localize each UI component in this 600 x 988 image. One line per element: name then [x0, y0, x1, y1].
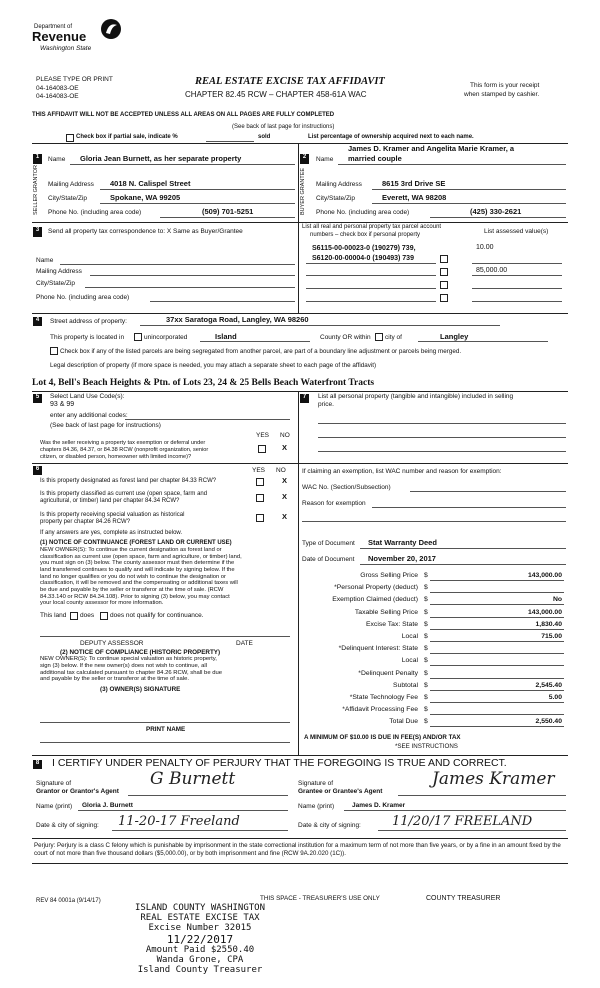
tax-row-dollar: $: [424, 657, 428, 665]
section-8-number: 8: [33, 760, 42, 769]
buyer-phone-label: Phone No. (including area code): [316, 209, 410, 216]
revision-code: REV 84 0001a (9/14/17): [36, 898, 101, 904]
seller-phone[interactable]: (509) 701-5251: [202, 207, 254, 216]
see-instructions-note: *SEE INSTRUCTIONS: [395, 743, 458, 750]
unincorporated-checkbox[interactable]: [134, 333, 142, 341]
grantee-date-label: Date & city of signing:: [298, 822, 361, 829]
tax-row-dollar: $: [424, 572, 428, 579]
grantor-name-label: Name (print): [36, 803, 73, 810]
notice-continuance-body: [40, 547, 296, 607]
section5-no-header: NO: [280, 432, 290, 439]
form-chapter: CHAPTER 82.45 RCW – CHAPTER 458-61A WAC: [185, 90, 367, 99]
tax-row-dollar: $: [424, 633, 428, 640]
tax-row-line: [430, 617, 564, 618]
tax-row-dollar: $: [424, 681, 428, 689]
seller-city-label: City/State/Zip: [48, 195, 88, 202]
corr-city-label: City/State/Zip: [36, 280, 76, 287]
minimum-due-note: A MINIMUM OF $10.00 IS DUE IN FEE(S) AND/OR TAX: [304, 734, 461, 741]
doc-type-value[interactable]: Stat Warranty Deed: [368, 538, 437, 547]
tax-row-label: *Personal Property (deduct): [334, 584, 418, 592]
tax-row-value[interactable]: No: [552, 596, 562, 604]
county-treasurer-label: COUNTY TREASURER: [426, 895, 501, 902]
notice-continuance-title: (1) NOTICE OF CONTINUANCE (FOREST LAND OR CURRENT USE): [40, 540, 232, 546]
parcel-header-2: numbers – check box if personal property: [310, 232, 421, 238]
logo-department: Department of: [34, 24, 73, 30]
tax-row-dollar: $: [424, 584, 428, 592]
grantee-date-city[interactable]: 11/20/17 FREELAND: [392, 814, 533, 829]
land-use-label: Select Land Use Code(s):: [50, 393, 125, 400]
notice2-line: additional tax calculated pursuant to chapter 84.26 RCW, shall be due: [40, 669, 223, 676]
segregated-checkbox[interactable]: [50, 347, 58, 355]
land-use-see-back: (See back of last page for instructions): [50, 422, 161, 429]
parcel-1[interactable]: S6115-00-00023-0 (190279) 739,: [312, 245, 416, 252]
exemption-claim-label: If claiming an exemption, list WAC number and reason for exemption:: [302, 468, 502, 475]
city-of-label: city of: [385, 334, 402, 341]
tax-row-label: *Delinquent Interest: State: [338, 645, 418, 653]
stamp-line: 11/22/2017: [166, 932, 234, 946]
segregated-label: Check box if any of the listed parcels are being segregated from another parcel, are part of a boundary line adjustment or parcels being merged.: [60, 348, 462, 355]
grantor-signature-of: Signature of: [36, 780, 72, 787]
grantor-print-name[interactable]: Gloria J. Burnett: [82, 802, 133, 809]
tax-row-label: Exemption Claimed (deduct): [332, 596, 418, 604]
buyer-mailing-label: Mailing Address: [316, 181, 362, 188]
sold-label: sold: [258, 134, 271, 140]
historic-no-mark[interactable]: X: [282, 512, 288, 521]
tax-row-line: [430, 690, 564, 691]
partial-sale-label: Check box if partial sale, indicate %: [76, 134, 178, 140]
forest-no-mark[interactable]: X: [282, 476, 288, 485]
notice1-line: land no longer qualifies or you do not wish to continue the designation or: [40, 573, 226, 580]
notice1-line: be due and payable by the seller or transferor at the time of sale. (RCW: [40, 586, 224, 593]
tax-row-value[interactable]: 1,830.40: [535, 620, 562, 628]
legal-label: Legal description of property (if more space is needed, you may attach a separate sheet to each page of the affidavit): [50, 362, 377, 369]
city-checkbox[interactable]: [375, 333, 383, 341]
notice-compliance-title: (2) NOTICE OF COMPLIANCE (HISTORIC PROPERTY): [60, 649, 221, 656]
assessed-value-1[interactable]: 10.00: [476, 244, 494, 251]
personal-property-label-1: List all personal property (tangible and intangible) included in selling: [318, 393, 514, 400]
city-value[interactable]: Langley: [440, 332, 469, 341]
historic-question-2: property per chapter 84.26 RCW?: [40, 519, 131, 525]
certify-statement: I CERTIFY UNDER PENALTY OF PERJURY THAT THE FOREGOING IS TRUE AND CORRECT.: [52, 757, 507, 769]
logo-revenue: Revenue: [32, 29, 87, 44]
buyer-name-line-1[interactable]: James D. Kramer and Angelita Marie Kramer, a: [348, 144, 515, 153]
tax-row-dollar: $: [424, 706, 428, 714]
tax-row-label: Excise Tax: State: [365, 620, 418, 628]
stamp-line: Amount Paid $2550.40: [145, 944, 255, 955]
owner-signature-label: (3) OWNER(S) SIGNATURE: [100, 686, 181, 693]
deputy-assessor-label: DEPUTY ASSESSOR: [80, 640, 144, 647]
receipt-note-2: when stamped by cashier.: [464, 91, 540, 98]
tax-row-dollar: $: [424, 718, 428, 726]
parcel-header-1: List all real and personal property tax parcel account: [302, 224, 442, 230]
print-name-label: PRINT NAME: [146, 726, 186, 733]
partial-percent-line: [206, 141, 254, 142]
notice-compliance-body: [40, 656, 296, 683]
notice1-line: classification as current use (open space, farm and agriculture, or timber) land,: [40, 553, 242, 560]
tax-row-label: Subtotal: [393, 681, 418, 689]
section-4-number: 4: [33, 317, 42, 326]
assessor-date-label: DATE: [236, 640, 253, 647]
reason-label: Reason for exemption: [302, 500, 366, 507]
buyer-phone[interactable]: (425) 330-2621: [470, 207, 522, 216]
see-back-instructions: (See back of last page for instructions): [232, 124, 335, 130]
current-use-no-mark[interactable]: X: [282, 492, 288, 501]
logo-state: Washington State: [40, 45, 92, 52]
section-1-number: 1: [33, 154, 42, 164]
section5-yes-header: YES: [256, 432, 270, 439]
legal-description[interactable]: Lot 4, Bell's Beach Heights & Ptn. of Lots 23, 24 & 25 Bells Beach Waterfront Tracts: [32, 378, 375, 388]
seller-name[interactable]: Gloria Jean Burnett, as her separate property: [80, 154, 242, 163]
does-qualify-checkbox[interactable]: [70, 612, 78, 620]
stamp-line: ISLAND COUNTY WASHINGTON: [134, 903, 266, 913]
land-use-codes[interactable]: 93 & 99: [50, 401, 75, 408]
receipt-note-1: This form is your receipt: [470, 82, 540, 89]
grantor-date-label: Date & city of signing:: [36, 822, 99, 829]
corr-name-label: Name: [36, 257, 54, 264]
tax-row-label: Local: [401, 633, 418, 640]
warning-text: THIS AFFIDAVIT WILL NOT BE ACCEPTED UNLESS ALL AREAS ON ALL PAGES ARE FULLY COMPLETED: [32, 112, 335, 118]
notice1-line: classification, it will be removed and the compensating or additional taxes will: [40, 580, 238, 587]
assessed-value-2[interactable]: 85,000.00: [476, 267, 508, 274]
stamp-line: Island County Treasurer: [137, 964, 263, 975]
tax-row-line: [430, 665, 564, 666]
parcel-3-checkbox[interactable]: [440, 268, 448, 276]
assessed-header: List assessed value(s): [484, 228, 549, 235]
stamp-line: REAL ESTATE EXCISE TAX: [140, 912, 260, 923]
grantee-name-label: Name (print): [298, 803, 335, 810]
additional-codes-label: enter any additional codes:: [50, 412, 128, 419]
historic-yes-checkbox[interactable]: [256, 514, 264, 522]
forest-question: Is this property designated as forest land per chapter 84.33 RCW?: [40, 478, 217, 484]
county-value[interactable]: Island: [215, 332, 237, 341]
exemption-question-2: chapters 84.36, 84.37, or 84.38 RCW (nonprofit organization, senior: [40, 447, 209, 453]
tax-row-dollar: $: [424, 596, 428, 604]
tax-row-label: Gross Selling Price: [360, 572, 418, 579]
seller-phone-label: Phone No. (including area code): [48, 209, 142, 216]
parcel-4-checkbox[interactable]: [440, 281, 448, 289]
stamp-line: Excise Number 32015: [148, 922, 252, 933]
tax-row-line: [430, 702, 564, 703]
doc-date-label: Date of Document: [302, 556, 355, 563]
doc-type-label: Type of Document: [302, 540, 355, 547]
unincorporated-label: unincorporated: [144, 334, 188, 341]
tax-row-line: [430, 726, 564, 727]
historic-question-1: Is this property receiving special valuation as historical: [40, 512, 185, 518]
tax-row-value[interactable]: 143,000.00: [527, 608, 562, 616]
current-use-yes-checkbox[interactable]: [256, 494, 264, 502]
stamp-line: Wanda Grone, CPA: [156, 954, 244, 965]
exemption-question-1: Was the seller receiving a property tax exemption or deferral under: [40, 440, 206, 446]
grantee-signature[interactable]: James Kramer: [432, 769, 555, 789]
buyer-city[interactable]: Everett, WA 98208: [382, 193, 447, 202]
tax-row-line: [430, 641, 564, 642]
tax-row-line: [430, 580, 564, 581]
exemption-yes-checkbox[interactable]: [258, 445, 266, 453]
tax-row-dollar: $: [424, 645, 428, 653]
treasurer-stamp: [100, 904, 300, 975]
tax-row-line: [430, 678, 564, 679]
tax-row-line: [430, 714, 564, 715]
corr-phone-label: Phone No. (including area code): [36, 294, 130, 301]
wac-label: WAC No. (Section/Subsection): [302, 484, 391, 491]
tax-row-line: [430, 629, 564, 630]
this-land-label: This land: [40, 612, 67, 619]
notice2-line: sign (3) below. If the new owner(s) does not wish to continue, all: [40, 662, 207, 669]
notice2-line: and payable by the seller or transferor at the time of sale.: [40, 676, 189, 683]
notice1-line: your local county assessor for more information.: [40, 600, 164, 607]
current-use-question-1: Is this property classified as current use (open space, farm and: [40, 491, 208, 497]
please-type: PLEASE TYPE OR PRINT: [36, 76, 113, 83]
tax-row-value[interactable]: 715.00: [541, 633, 562, 640]
current-use-question-2: agricultural, or timber) land per chapter 84.34 RCW?: [40, 498, 180, 504]
property-street[interactable]: 37xx Saratoga Road, Langley, WA 98260: [166, 315, 309, 324]
buyer-city-label: City/State/Zip: [316, 195, 356, 202]
section6-yes-header: YES: [252, 467, 266, 474]
grantor-date-city[interactable]: 11-20-17 Freeland: [118, 814, 240, 829]
tax-row-label: Total Due: [389, 718, 418, 726]
tax-row-line: [430, 592, 564, 593]
does-not-label: does not qualify for continuance.: [110, 612, 204, 619]
doc-date-value[interactable]: November 20, 2017: [368, 554, 436, 563]
notice1-line: land transferred continues to qualify and will indicate by signing below. If the: [40, 566, 235, 573]
grantee-print-name[interactable]: James D. Kramer: [352, 802, 406, 809]
exemption-no-mark[interactable]: X: [282, 443, 288, 452]
tax-row-label: *State Technology Fee: [349, 694, 418, 701]
seller-grantor-label: SELLER GRANTOR: [33, 164, 39, 215]
logo: [30, 18, 120, 60]
tax-row-label: *Affidavit Processing Fee: [342, 706, 418, 714]
tax-row-dollar: $: [424, 669, 428, 677]
tax-row-line: [430, 653, 564, 654]
tax-row-value[interactable]: 2,550.40: [535, 718, 562, 726]
send-correspondence: Send all property tax correspondence to: X Same as Buyer/Grantee: [48, 228, 243, 235]
tax-row-value[interactable]: 143,000.00: [527, 572, 562, 579]
seller-mailing[interactable]: 4018 N. Calispel Street: [110, 179, 191, 188]
does-label: does: [80, 612, 95, 619]
parcel-5-checkbox[interactable]: [440, 294, 448, 302]
tax-row-label: *Delinquent Penalty: [358, 669, 418, 677]
section-3-number: 3: [33, 227, 42, 237]
grantor-agent-label: Grantor or Grantor's Agent: [36, 788, 119, 795]
tax-row-label: Local: [401, 657, 418, 665]
grantor-signature[interactable]: G Burnett: [150, 769, 236, 789]
grantee-signature-of: Signature of: [298, 780, 334, 787]
notice1-line: NEW OWNER(S): To continue the current designation as forest land or: [40, 547, 222, 553]
county-label: County OR within: [320, 334, 371, 341]
revenue-logo-icon: [100, 18, 122, 40]
notice2-line: NEW OWNER(S): To continue special valuation as historic property,: [40, 656, 217, 662]
section-6-number: 6: [33, 466, 42, 475]
section-5-number: 5: [33, 394, 42, 403]
tax-row-label: Taxable Selling Price: [354, 608, 418, 616]
buyer-grantee-label: BUYER GRANTEE: [300, 167, 306, 215]
street-label: Street address of property:: [50, 318, 127, 325]
partial-sale-checkbox[interactable]: [66, 134, 74, 142]
notice1-line: 84.33.140 or RCW 84.34.108). Prior to signing (3) below, you may contact: [40, 593, 230, 600]
parcel-2-checkbox[interactable]: [440, 255, 448, 263]
exemption-question-3: citizen, or disabled person, homeowner with limited income)?: [40, 454, 192, 460]
tax-row-dollar: $: [424, 608, 428, 616]
section6-no-header: NO: [276, 467, 286, 474]
seller-name-label: Name: [48, 156, 66, 163]
located-label: This property is located in: [50, 334, 125, 341]
section-2-number: 2: [300, 154, 309, 164]
buyer-name-line-2[interactable]: married couple: [348, 154, 402, 163]
buyer-name-label: Name: [316, 156, 334, 163]
does-not-qualify-checkbox[interactable]: [100, 612, 108, 620]
tax-row-line: [430, 604, 564, 605]
corr-mailing-label: Mailing Address: [36, 268, 82, 275]
form-title: REAL ESTATE EXCISE TAX AFFIDAVIT: [195, 76, 385, 87]
perjury-notice: Perjury: Perjury is a class C felony which is punishable by imprisonment in the state correctional institution for a maximum term of not more than five years, or by a fine in an amount fixed by the court of not more than five thousand dollars ($5,000.00), or by both imprisonment and fine (RCW 9A.20.020 (1C)).: [34, 842, 561, 858]
seller-mailing-label: Mailing Address: [48, 181, 94, 188]
tax-row-value[interactable]: 2,545.40: [535, 681, 562, 689]
seller-city[interactable]: Spokane, WA 99205: [110, 193, 181, 202]
personal-property-label-2: price.: [318, 401, 334, 408]
parcel-2[interactable]: S6120-00-00004-0 (190493) 739: [312, 255, 414, 262]
tax-row-value[interactable]: 5.00: [548, 694, 562, 701]
forest-yes-checkbox[interactable]: [256, 478, 264, 486]
if-yes-instruction: If any answers are yes, complete as instructed below.: [40, 530, 183, 536]
section-7-number: 7: [300, 394, 309, 403]
percentage-instruction: List percentage of ownership acquired next to each name.: [308, 134, 474, 140]
tax-row-dollar: $: [424, 620, 428, 628]
buyer-mailing[interactable]: 8615 3rd Drive SE: [382, 179, 446, 188]
notice1-line: you must sign on (3) below. The county assessor must then determine if the: [40, 560, 235, 567]
tax-row-dollar: $: [424, 694, 428, 701]
tax-calculation-table: [300, 572, 566, 732]
form-number-1: 04-164083-OE: [36, 85, 79, 92]
form-number-2: 04-164083-OE: [36, 93, 79, 100]
treasurer-use-only: THIS SPACE - TREASURER'S USE ONLY: [260, 895, 380, 902]
grantee-agent-label: Grantee or Grantee's Agent: [298, 788, 383, 795]
